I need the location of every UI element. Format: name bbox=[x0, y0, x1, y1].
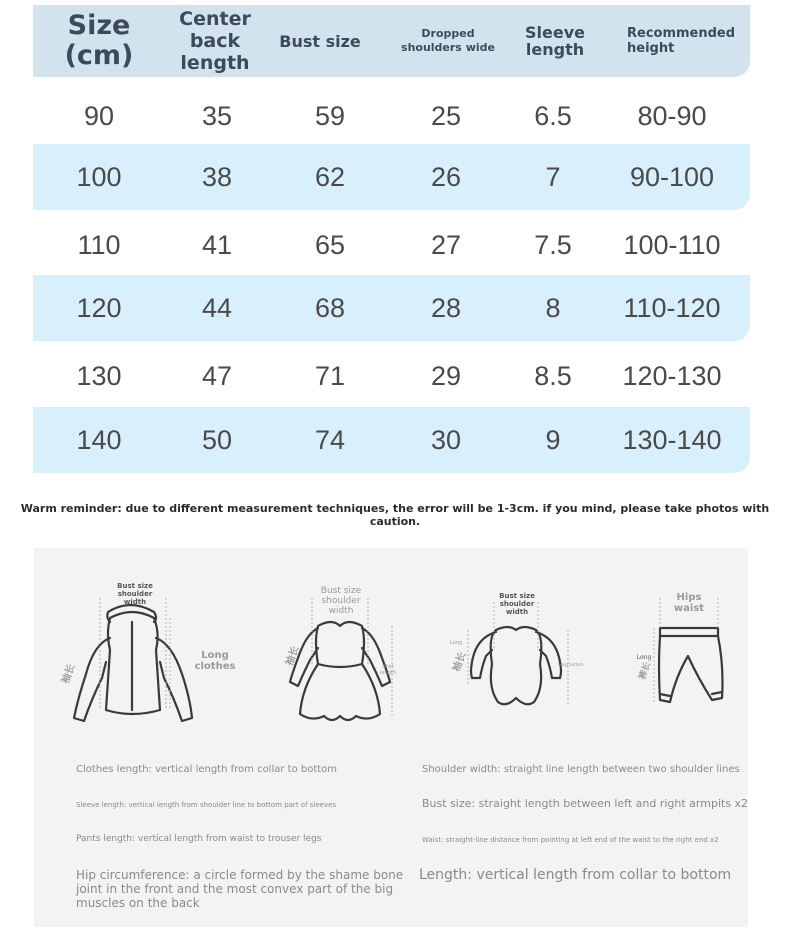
romper-top-label: Bust size shoulder width bbox=[499, 592, 535, 616]
table-row bbox=[33, 144, 750, 210]
romper-sleeve-label: 袖长 bbox=[451, 650, 469, 674]
cell-center-back-length: 38 bbox=[201, 161, 233, 192]
cell-sleeve-length: 7.5 bbox=[534, 229, 572, 260]
note-clothes-length: Clothes length: vertical length from collar to bottom bbox=[76, 764, 338, 775]
measurement-guide-panel bbox=[34, 548, 748, 927]
cell-size: 120 bbox=[76, 292, 122, 323]
cell-recommended-height: 90-100 bbox=[629, 161, 715, 192]
cell-size: 140 bbox=[76, 424, 122, 455]
header-sleeve-length: Sleeve length bbox=[525, 23, 585, 59]
cell-bust-size: 71 bbox=[314, 360, 346, 391]
romper-figure bbox=[446, 588, 586, 718]
cell-sleeve-length: 7 bbox=[545, 161, 561, 192]
pants-figure bbox=[630, 586, 730, 716]
cell-dropped-shoulders: 29 bbox=[430, 360, 462, 391]
table-row bbox=[33, 212, 750, 278]
warm-reminder: Warm reminder: due to different measurement techniques, the error will be 1-3cm. if you mind, please take photos with caution. bbox=[20, 502, 770, 528]
cell-sleeve-length: 9 bbox=[545, 424, 561, 455]
pants-top-label: Hips waist bbox=[673, 592, 705, 614]
romper-side-label: Long bbox=[449, 640, 463, 646]
cell-size: 90 bbox=[83, 100, 115, 131]
header-size: Size (cm) bbox=[64, 10, 134, 71]
cell-bust-size: 62 bbox=[314, 161, 346, 192]
note-sleeve-length: Sleeve length: vertical length from shoulder line to bottom part of sleeves bbox=[76, 801, 337, 809]
note-hip-circumference: Hip circumference: a circle formed by the shame bone joint in the front and the most convex part of the big muscles on the back bbox=[76, 868, 404, 910]
header-center-back-length: Center back length bbox=[179, 8, 251, 74]
jacket-side-label: Long clothes bbox=[194, 650, 236, 672]
cell-center-back-length: 50 bbox=[201, 424, 233, 455]
note-pants-length: Pants length: vertical length from waist to trouser legs bbox=[76, 834, 322, 844]
header-bust-size: Bust size bbox=[279, 31, 361, 51]
romper-right-label: Long bottom bbox=[558, 662, 584, 667]
cell-dropped-shoulders: 27 bbox=[430, 229, 462, 260]
cell-bust-size: 68 bbox=[314, 292, 346, 323]
jacket-figure bbox=[50, 578, 236, 728]
table-row bbox=[33, 407, 750, 473]
dress-top-label: Bust size shoulder width bbox=[320, 586, 362, 616]
dress-figure bbox=[278, 578, 398, 728]
header-dropped-shoulders: Dropped shoulders wide bbox=[401, 27, 495, 54]
cell-size: 110 bbox=[77, 229, 121, 260]
cell-bust-size: 74 bbox=[314, 424, 346, 455]
cell-recommended-height: 130-140 bbox=[622, 424, 722, 455]
cell-recommended-height: 80-90 bbox=[637, 100, 707, 131]
jacket-sleeve-label: 袖长 bbox=[60, 662, 78, 686]
table-row bbox=[33, 275, 750, 341]
cell-center-back-length: 41 bbox=[201, 229, 233, 260]
cell-sleeve-length: 8 bbox=[545, 292, 561, 323]
note-bust-size: Bust size: straight length between left and right armpits x2 bbox=[422, 797, 749, 810]
cell-center-back-length: 35 bbox=[201, 100, 233, 131]
note-shoulder-width: Shoulder width: straight line length between two shoulder lines bbox=[422, 764, 740, 775]
dress-sleeve-label: 袖长 bbox=[284, 644, 302, 668]
cell-center-back-length: 47 bbox=[201, 360, 233, 391]
cell-bust-size: 65 bbox=[314, 229, 346, 260]
cell-sleeve-length: 6.5 bbox=[534, 100, 572, 131]
cell-recommended-height: 100-110 bbox=[623, 229, 721, 260]
cell-dropped-shoulders: 28 bbox=[430, 292, 462, 323]
note-waist: Waist: straight-line distance from pointing at left end of the waist to the right end x2 bbox=[422, 836, 719, 844]
jacket-top-label: Bust size shoulder width bbox=[117, 582, 153, 606]
pants-side-label: Long bbox=[636, 654, 652, 661]
table-row bbox=[33, 343, 750, 409]
cell-bust-size: 59 bbox=[314, 100, 346, 131]
cell-dropped-shoulders: 25 bbox=[430, 100, 462, 131]
cell-dropped-shoulders: 26 bbox=[430, 161, 462, 192]
cell-size: 130 bbox=[76, 360, 122, 391]
cell-dropped-shoulders: 30 bbox=[430, 424, 462, 455]
table-row bbox=[33, 83, 750, 149]
note-length: Length: vertical length from collar to bottom bbox=[419, 867, 732, 883]
cell-sleeve-length: 8.5 bbox=[534, 360, 572, 391]
cell-recommended-height: 120-130 bbox=[622, 360, 722, 391]
dress-side-label: Skirt length bbox=[380, 664, 396, 676]
cell-center-back-length: 44 bbox=[201, 292, 233, 323]
header-recommended-height: Recommended height bbox=[627, 26, 736, 56]
cell-size: 100 bbox=[76, 161, 122, 192]
cell-recommended-height: 110-120 bbox=[623, 292, 721, 323]
table-header bbox=[33, 5, 750, 77]
pants-leg-label: 裤长 bbox=[637, 660, 654, 682]
